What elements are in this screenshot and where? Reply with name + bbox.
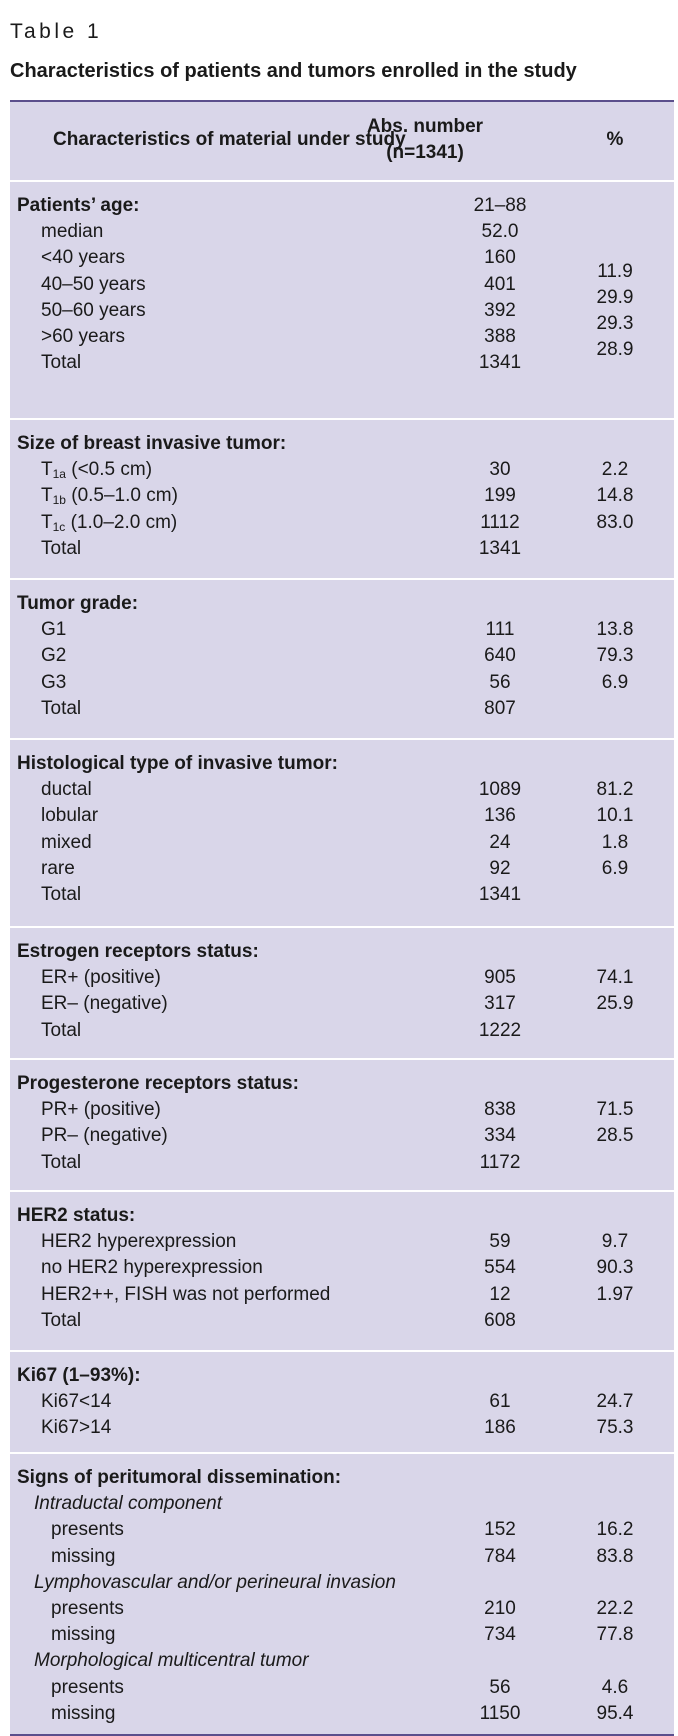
section-header-row: [10, 192, 674, 220]
row-label: presents: [51, 1676, 124, 1698]
table-row: [10, 349, 674, 377]
table-section: [10, 1192, 674, 1352]
table-row: [10, 1307, 674, 1335]
table-row: [10, 669, 674, 697]
row-label: <40 years: [41, 247, 125, 269]
row-label: 40–50 years: [41, 273, 146, 295]
row-abs-number: 30: [489, 459, 511, 481]
header-abs-number: Abs. number (n=1341): [366, 116, 484, 163]
row-abs-number: 1150: [479, 1702, 521, 1724]
table-row: [10, 1388, 674, 1416]
section-header-row: [10, 1202, 674, 1230]
table-row: [10, 1674, 674, 1702]
row-abs-number: 1341: [478, 352, 522, 374]
row-abs-number: 21–88: [473, 195, 527, 216]
table-row: [10, 509, 674, 537]
row-percent: 24.7: [596, 1391, 634, 1413]
table-row: [10, 1621, 674, 1649]
table-section: [10, 580, 674, 740]
row-label: PR+ (positive): [41, 1099, 161, 1121]
characteristics-table: [10, 100, 674, 1736]
table-row: [10, 297, 674, 325]
row-label: Total: [41, 1309, 82, 1331]
table-title: Characteristics of patients and tumors enrolled in the study: [10, 60, 577, 82]
row-label: 50–60 years: [41, 299, 146, 321]
table-section: [10, 740, 674, 928]
age-percent-value: 29.9: [596, 286, 634, 308]
row-label: Morphological multicentral tumor: [34, 1650, 309, 1672]
row-label: presents: [51, 1519, 124, 1541]
row-abs-number: 1222: [478, 1019, 522, 1041]
row-label: missing: [51, 1624, 116, 1646]
row-abs-number: 554: [484, 1257, 516, 1279]
row-label: missing: [51, 1702, 116, 1724]
table-row: [10, 642, 674, 670]
row-label: Total: [41, 1151, 82, 1173]
row-label: >60 years: [41, 326, 125, 347]
row-label: no HER2 hyperexpression: [41, 1257, 263, 1279]
table-header: [10, 102, 674, 182]
row-abs-number: 388: [484, 326, 516, 347]
table-row: [10, 1490, 674, 1518]
table-row: [10, 855, 674, 883]
row-label: Ki67>14: [41, 1417, 112, 1439]
row-abs-number: 59: [489, 1231, 511, 1253]
row-label: median: [41, 221, 104, 243]
row-abs-number: 186: [484, 1417, 516, 1439]
row-percent: 79.3: [596, 645, 634, 667]
row-label: ductal: [41, 779, 92, 801]
table-row: [10, 244, 674, 272]
table-row: [10, 1516, 674, 1544]
row-abs-number: 12: [489, 1283, 511, 1305]
row-abs-number: 838: [484, 1099, 516, 1121]
table-section: [10, 1454, 674, 1734]
age-percent-value: 11.9: [597, 260, 633, 282]
row-abs-number: 56: [489, 671, 511, 693]
header-characteristics: Characteristics of material under study: [53, 129, 406, 150]
row-label: mixed: [41, 831, 92, 853]
row-abs-number: 136: [484, 805, 516, 827]
row-percent: 83.0: [596, 511, 634, 533]
row-abs-number: 24: [489, 831, 511, 853]
row-label: Ki67<14: [41, 1391, 112, 1413]
row-label: Progesterone receptors status:: [17, 1073, 299, 1094]
row-abs-number: 1112: [480, 511, 520, 533]
row-label: ER+ (positive): [41, 967, 161, 989]
row-abs-number: 1089: [478, 779, 522, 801]
row-percent: 22.2: [596, 1598, 634, 1619]
row-abs-number: 1172: [479, 1151, 521, 1173]
row-percent: 9.7: [601, 1231, 629, 1253]
row-percent: 4.6: [601, 1676, 629, 1698]
row-abs-number: 52.0: [481, 221, 519, 243]
row-percent: 95.4: [596, 1702, 634, 1724]
table-row: [10, 1281, 674, 1309]
row-percent: 90.3: [596, 1257, 634, 1279]
table-row: [10, 1700, 674, 1728]
row-label: Total: [41, 884, 82, 905]
table-row: [10, 802, 674, 830]
table-row: [10, 881, 674, 909]
row-percent: 1.97: [596, 1283, 634, 1305]
row-percent: 77.8: [596, 1624, 634, 1646]
table-row: [10, 1414, 674, 1442]
section-header-row: [10, 750, 674, 778]
row-label: ER– (negative): [41, 993, 168, 1015]
row-percent: 71.5: [596, 1099, 634, 1121]
row-abs-number: 807: [484, 697, 516, 719]
row-abs-number: 152: [484, 1519, 516, 1541]
row-abs-number: 92: [489, 857, 511, 879]
row-abs-number: 1341: [478, 537, 522, 559]
row-label: Total: [41, 697, 82, 719]
row-label: HER2 hyperexpression: [41, 1231, 237, 1253]
table-row: [10, 776, 674, 804]
table-section: [10, 1060, 674, 1192]
table-row: [10, 990, 674, 1018]
table-section: [10, 1352, 674, 1454]
row-abs-number: 734: [484, 1624, 516, 1646]
row-percent: 13.8: [596, 619, 634, 641]
row-abs-number: 210: [484, 1598, 516, 1619]
table-row: [10, 1017, 674, 1045]
row-abs-number: 160: [484, 247, 516, 269]
table-row: [10, 535, 674, 563]
row-label: Total: [41, 352, 82, 374]
row-label: Ki67 (1–93%):: [17, 1365, 141, 1386]
age-percent-value: 29.3: [596, 312, 634, 334]
row-label: PR– (negative): [41, 1125, 168, 1147]
table-row: [10, 616, 674, 644]
row-percent: 6.9: [601, 671, 629, 693]
row-label: Histological type of invasive tumor:: [17, 753, 338, 774]
row-percent: 74.1: [596, 967, 634, 989]
table-row: [10, 1595, 674, 1623]
row-abs-number: 401: [484, 273, 516, 295]
table-row: [10, 1149, 674, 1177]
section-header-row: [10, 1464, 674, 1492]
row-percent: 75.3: [596, 1417, 634, 1439]
table-body: [10, 182, 674, 1734]
table-row: [10, 218, 674, 246]
row-abs-number: 1341: [478, 884, 522, 905]
section-header-row: [10, 430, 674, 458]
row-abs-number: 199: [484, 485, 516, 507]
section-header-row: [10, 1362, 674, 1390]
row-label: presents: [51, 1598, 124, 1619]
row-percent: 2.2: [601, 459, 629, 481]
table-row: [10, 1543, 674, 1571]
row-label: missing: [51, 1545, 116, 1567]
row-abs-number: 905: [484, 967, 516, 989]
table-row: [10, 456, 674, 484]
row-percent: 83.8: [596, 1545, 634, 1567]
table-section: [10, 420, 674, 580]
table-row: [10, 829, 674, 857]
table-row: [10, 1569, 674, 1597]
row-label: Tumor grade:: [17, 593, 139, 614]
row-percent: 28.5: [596, 1125, 634, 1147]
row-percent: 1.8: [601, 831, 629, 853]
row-abs-number: 317: [484, 993, 516, 1015]
table-section: [10, 182, 674, 420]
section-header-row: [10, 938, 674, 966]
row-label: Intraductal component: [34, 1493, 223, 1515]
row-label: Estrogen receptors status:: [17, 941, 259, 962]
row-label: Patients’ age:: [17, 195, 140, 216]
table-section: [10, 928, 674, 1060]
row-label: HER2++, FISH was not performed: [41, 1283, 331, 1305]
table-row: [10, 1122, 674, 1150]
row-label: Total: [41, 1019, 82, 1041]
row-label: Lymphovascular and/or perineural invasion: [34, 1571, 396, 1593]
row-label: G3: [41, 671, 67, 693]
section-header-row: [10, 590, 674, 618]
table-row: [10, 1647, 674, 1675]
row-label: $T_{1b}$ (0.5–1.0 cm): [41, 485, 178, 508]
row-abs-number: 640: [484, 645, 516, 667]
row-abs-number: 334: [484, 1125, 516, 1147]
row-abs-number: 61: [489, 1391, 511, 1413]
row-percent: 14.8: [596, 485, 634, 507]
row-label: Signs of peritumoral dissemination:: [17, 1467, 342, 1488]
table-row: [10, 695, 674, 723]
header-percent: %: [606, 129, 624, 150]
row-label: $T_{1a}$ (<0.5 cm): [41, 459, 153, 482]
table-row: [10, 323, 674, 351]
section-header-row: [10, 1070, 674, 1098]
row-percent: 6.9: [601, 857, 629, 879]
row-label: lobular: [41, 805, 99, 827]
row-percent: 25.9: [596, 993, 634, 1015]
table-row: [10, 271, 674, 299]
age-percent-value: 28.9: [596, 339, 634, 361]
row-label: HER2 status:: [17, 1205, 136, 1226]
row-label: Total: [41, 537, 82, 559]
row-label: G1: [41, 619, 67, 641]
row-percent: 81.2: [596, 779, 634, 801]
row-percent: 10.1: [596, 805, 634, 827]
row-percent: 16.2: [596, 1519, 634, 1541]
table-caption: Table 1: [10, 20, 103, 43]
table-row: [10, 1096, 674, 1124]
table-row: [10, 964, 674, 992]
row-abs-number: 608: [484, 1309, 516, 1331]
table-row: [10, 1228, 674, 1256]
row-abs-number: 56: [489, 1676, 511, 1698]
row-label: rare: [41, 857, 75, 879]
table-row: [10, 1254, 674, 1282]
row-label: Size of breast invasive tumor:: [17, 433, 287, 454]
row-label: $T_{1c}$ (1.0–2.0 cm): [41, 511, 178, 534]
row-abs-number: 392: [484, 299, 516, 321]
row-label: G2: [41, 645, 67, 667]
row-abs-number: 784: [484, 1545, 516, 1567]
row-abs-number: 111: [485, 619, 515, 641]
table-row: [10, 482, 674, 510]
